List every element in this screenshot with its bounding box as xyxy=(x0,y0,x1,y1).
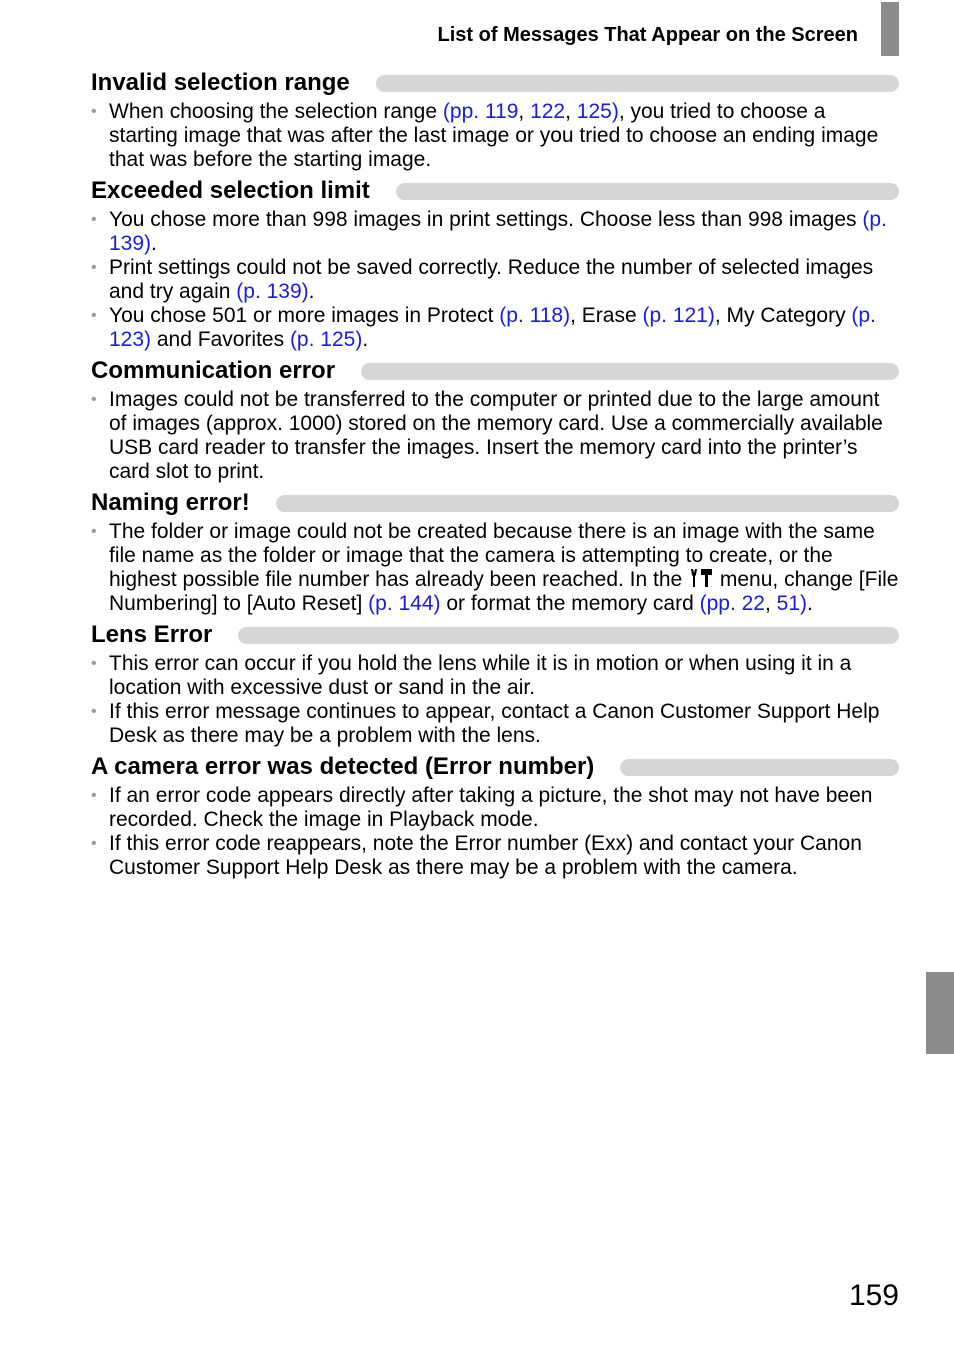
item-text: , Erase xyxy=(570,304,643,327)
section-lens-error xyxy=(91,618,899,748)
page-link[interactable]: 122 xyxy=(530,100,566,123)
section-exceeded-selection-limit xyxy=(91,174,899,352)
page-link[interactable]: (p. 121) xyxy=(642,304,715,327)
list-item xyxy=(91,832,899,880)
page-link[interactable]: (p. 139) xyxy=(109,208,887,255)
section-title: Naming error! xyxy=(91,489,250,516)
list-item xyxy=(91,304,899,352)
item-text: If an error code appears directly after taking a picture, the shot may not have been recorded. Check the image in Playback mode. xyxy=(109,784,873,831)
heading-rule xyxy=(396,183,899,200)
bullet-icon: • xyxy=(91,103,97,120)
item-text: . xyxy=(362,328,369,351)
bullet-icon: • xyxy=(91,307,97,324)
heading-rule xyxy=(276,495,899,512)
item-text: When choosing the selection range xyxy=(109,100,443,123)
bullet-icon: • xyxy=(91,391,97,408)
bullet-icon: • xyxy=(91,703,97,720)
item-text: Print settings could not be saved correctly. Reduce the number of selected images and try again xyxy=(109,256,874,303)
item-text: Images could not be transferred to the computer or printed due to the large amount of images (approx. 1000) stored on the memory card. Use a commercially available USB card reader to transfer the images. Insert the memory card into the printer’s card slot to print. xyxy=(109,388,883,483)
item-text: . xyxy=(151,232,157,255)
bullet-icon: • xyxy=(91,787,97,804)
list-item xyxy=(91,700,899,748)
section-heading xyxy=(91,174,899,208)
bullet-icon: • xyxy=(91,211,97,228)
item-text: or format the memory card xyxy=(440,592,700,615)
item-text: You chose 501 or more images in Protect xyxy=(109,304,500,327)
item-text: , xyxy=(565,100,577,123)
list-item xyxy=(91,652,899,700)
message-list xyxy=(91,66,899,882)
page-link[interactable]: 51) xyxy=(776,592,808,615)
heading-rule xyxy=(376,75,899,92)
section-title: Invalid selection range xyxy=(91,69,350,96)
item-text: , My Category xyxy=(714,304,852,327)
heading-rule xyxy=(238,627,899,644)
section-title: Communication error xyxy=(91,357,336,384)
section-title: A camera error was detected (Error number) xyxy=(91,753,595,780)
bullet-icon: • xyxy=(91,655,97,672)
chapter-tab-marker xyxy=(926,972,954,1054)
running-header: List of Messages That Appear on the Screen xyxy=(437,24,858,46)
page-link[interactable]: (pp. 119 xyxy=(442,100,519,123)
list-item xyxy=(91,100,899,172)
section-invalid-selection-range xyxy=(91,66,899,172)
item-text: menu, change [File Numbering] to [Auto Reset] xyxy=(109,568,899,615)
section-communication-error xyxy=(91,354,899,484)
item-text: and Favorites xyxy=(151,328,290,351)
wrench-hammer-icon xyxy=(688,568,714,588)
section-naming-error xyxy=(91,486,899,616)
item-text: , xyxy=(764,592,777,615)
heading-rule xyxy=(620,759,899,776)
page-link[interactable]: (p. 139) xyxy=(236,280,309,303)
bullet-icon: • xyxy=(91,259,97,276)
list-item xyxy=(91,784,899,832)
item-text: The folder or image could not be created because there is an image with the same file name as the folder or image that the camera is attempting to create, or the highest possible file number has already been reached. In the xyxy=(109,520,875,591)
list-item xyxy=(91,388,899,484)
item-text: , you tried to choose a starting image that was after the last image or you tried to choose an ending image that was before the starting image. xyxy=(109,100,879,171)
page-link[interactable]: 125) xyxy=(576,100,619,123)
section-heading xyxy=(91,354,899,388)
header-tab-marker xyxy=(881,2,899,56)
item-text: You chose more than 998 images in print settings. Choose less than 998 images xyxy=(109,208,863,231)
page-link[interactable]: (p. 144) xyxy=(368,592,441,615)
item-text: If this error message continues to appear, contact a Canon Customer Support Help Desk as there may be a problem with the lens. xyxy=(109,700,880,747)
item-text: This error can occur if you hold the lens while it is in motion or when using it in a location with excessive dust or sand in the air. xyxy=(109,652,852,699)
bullet-icon: • xyxy=(91,835,97,852)
item-text: , xyxy=(518,100,531,123)
page-number: 159 xyxy=(848,1279,899,1312)
page-link[interactable]: (p. 125) xyxy=(289,328,363,351)
page-link[interactable]: (p. 123) xyxy=(109,304,876,351)
section-title: Lens Error xyxy=(91,621,213,648)
section-heading xyxy=(91,486,899,520)
section-heading xyxy=(91,750,899,784)
page-link[interactable]: (p. 118) xyxy=(499,304,571,327)
list-item xyxy=(91,208,899,256)
section-camera-error xyxy=(91,750,899,880)
item-text: . xyxy=(308,280,315,303)
item-text: If this error code reappears, note the Error number (Exx) and contact your Canon Customer Support Help Desk as there may be a problem with the camera. xyxy=(109,832,862,879)
section-heading xyxy=(91,66,899,100)
heading-rule xyxy=(361,363,899,380)
bullet-icon: • xyxy=(91,523,97,540)
page-link[interactable]: (pp. 22 xyxy=(699,592,765,615)
list-item xyxy=(91,256,899,304)
list-item xyxy=(91,520,899,616)
section-heading xyxy=(91,618,899,652)
item-text: . xyxy=(807,592,813,615)
section-title: Exceeded selection limit xyxy=(91,177,370,204)
